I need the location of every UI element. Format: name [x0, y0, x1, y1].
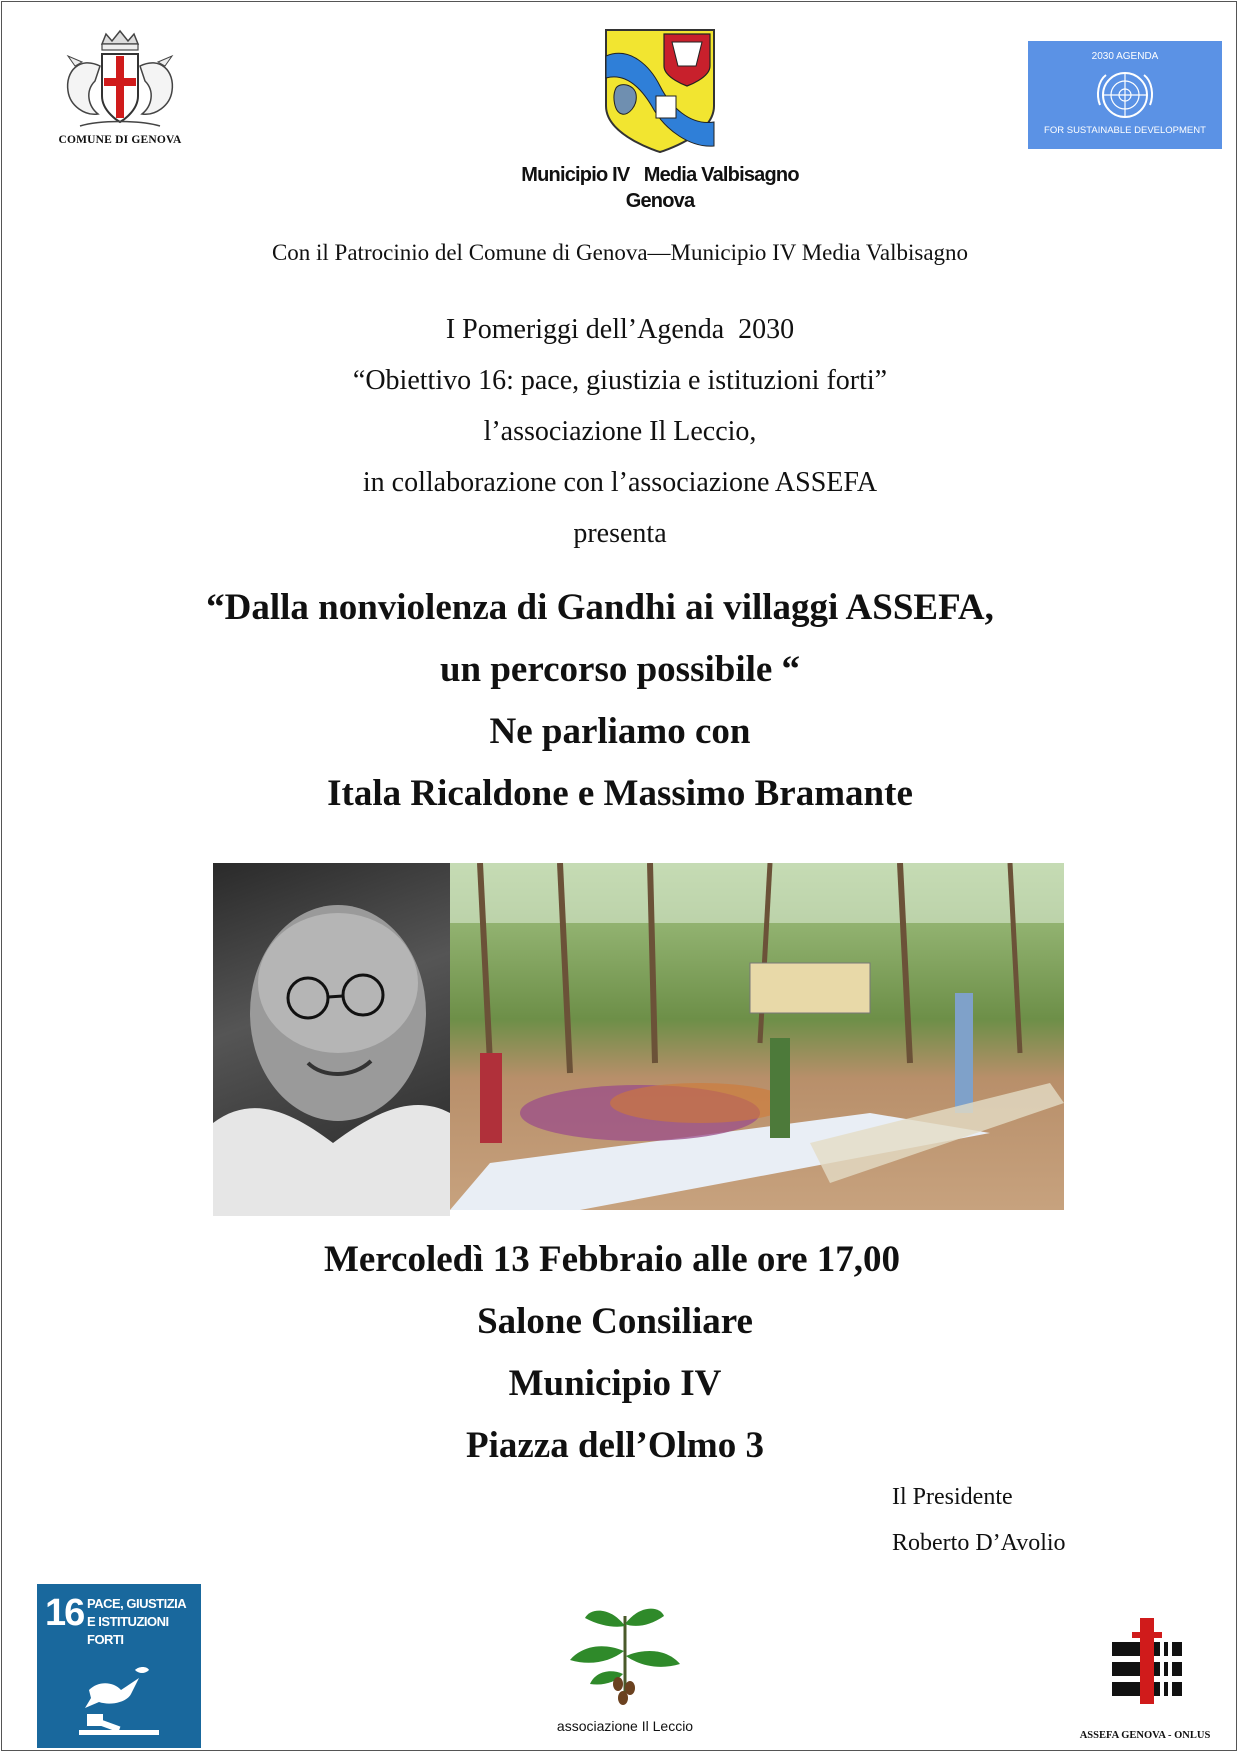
municipio-iv-logo: [480, 26, 840, 216]
sdg-number: 16: [45, 1592, 84, 1634]
intro-line-3: l’associazione Il Leccio,: [483, 416, 757, 447]
assefa-logo: [1060, 1612, 1230, 1748]
intro-line-4: in collaborazione con l’associazione ASSEFA: [362, 467, 878, 498]
event-venue: Municipio IV: [508, 1363, 722, 1404]
genova-crest-icon: [40, 26, 200, 136]
sdg-text-line1: PACE, GIUSTIZIA: [87, 1596, 187, 1611]
intro-line-2: “Obiettivo 16: pace, giustizia e istituzioni forti”: [352, 365, 888, 396]
signature-name: Roberto D’Avolio: [892, 1530, 1066, 1556]
title-line-4: Itala Ricaldone e Massimo Bramante: [327, 773, 913, 814]
event-place: Salone Consiliare: [477, 1301, 753, 1342]
agenda-logo-bottom: FOR SUSTAINABLE DEVELOPMENT: [1044, 125, 1206, 136]
event-address: Piazza dell’Olmo 3: [466, 1425, 764, 1466]
genova-crest-logo: [40, 26, 200, 156]
village-gathering-icon: [450, 863, 1064, 1210]
agenda-2030-logo: [1028, 41, 1222, 149]
gandhi-portrait-icon: [213, 863, 450, 1216]
signature-role: Il Presidente: [892, 1484, 1013, 1510]
municipio-logo-line1: Municipio IV Media Valbisagno: [521, 164, 799, 186]
event-date: Mercoledì 13 Febbraio alle ore 17,00: [323, 1239, 901, 1280]
municipio-logo-line2: Genova: [625, 190, 695, 212]
genova-logo-caption: COMUNE DI GENOVA: [58, 134, 182, 146]
assefa-caption: ASSEFA GENOVA - ONLUS: [1079, 1730, 1211, 1741]
assefa-village-photo: [450, 863, 1064, 1210]
leccio-branch-icon: [560, 1596, 690, 1716]
gandhi-portrait-photo: [213, 863, 450, 1216]
sdg16-logo: [37, 1584, 201, 1748]
dove-gavel-icon: [69, 1660, 169, 1740]
title-line-2: un percorso possibile “: [439, 649, 801, 690]
leccio-caption: associazione Il Leccio: [556, 1718, 694, 1734]
leccio-logo: [540, 1596, 710, 1746]
patronage-line: Con il Patrocinio del Comune di Genova—Municipio IV Media Valbisagno: [271, 240, 969, 265]
sdg-text-line3: FORTI: [87, 1632, 124, 1647]
un-emblem-icon: [1090, 65, 1160, 125]
municipio-shield-icon: [600, 26, 720, 156]
title-line-1: “Dalla nonviolenza di Gandhi ai villaggi ASSEFA,: [206, 587, 994, 628]
intro-line-5: presenta: [573, 518, 667, 549]
agenda-logo-top: 2030 AGENDA: [1091, 51, 1159, 62]
assefa-hands-icon: [1102, 1612, 1192, 1712]
intro-line-1: I Pomeriggi dell’Agenda 2030: [445, 314, 795, 345]
title-line-3: Ne parliamo con: [489, 711, 751, 752]
sdg-text-line2: E ISTITUZIONI: [87, 1614, 169, 1629]
